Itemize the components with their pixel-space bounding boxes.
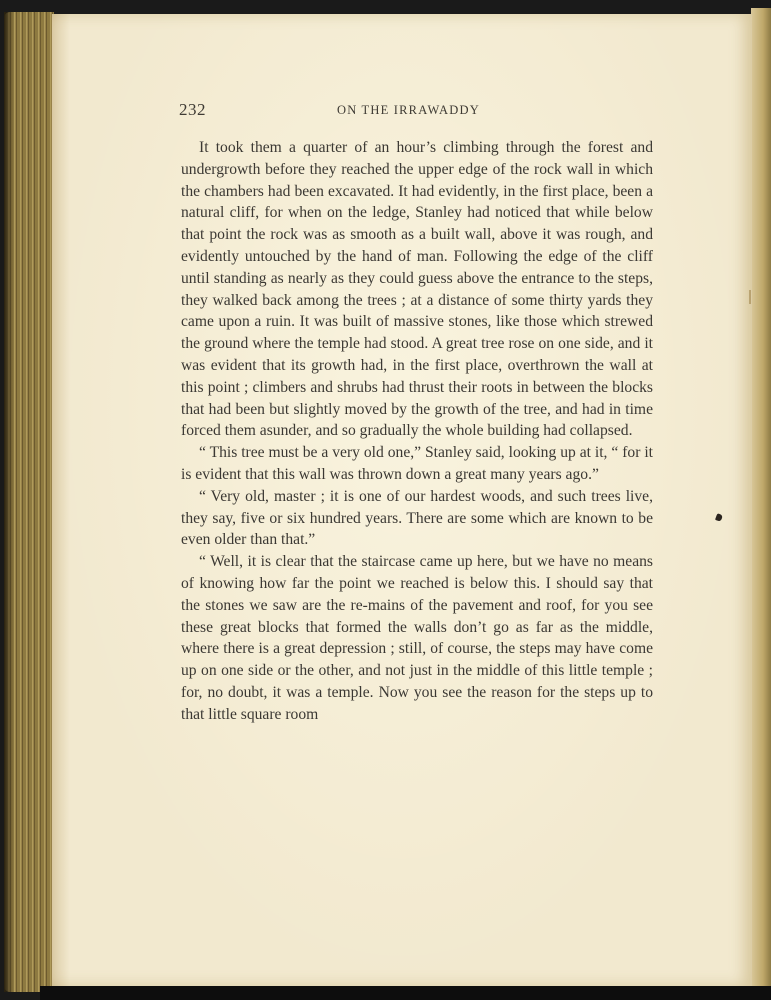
paragraph-1: It took them a quarter of an hour’s climbing through the forest and undergrowth before they reached the upper edge of the rock wall in which the chambers had been excavated. It had evidently, in the first place, been a natural cliff, for when on the ledge, Stanley had noticed that while below that point the rock was as smooth as a built wall, above it was rough, and evidently untouched by the hand of man. Following the edge of the cliff until standing as nearly as they could guess above the entrance to the steps, they walked back among the trees ; at a distance of some thirty yards they came upon a ruin. It was built of massive stones, like those which strewed the ground where the temple had stood. A great tree rose on one side, and it was evident that its growth had, in the first place, overthrown the wall at this point ; climbers and shrubs had thrust their roots in between the blocks that had been but slightly moved by the growth of the tree, and had in time forced them asunder, and so gradually the whole building had collapsed. <box>181 139 653 440</box>
facing-page-edge <box>751 8 771 993</box>
running-head <box>179 100 659 122</box>
paragraph-3: “ Very old, master ; it is one of our hardest woods, and such trees live, they say, five or six hundred years. There are some which are known to be even older than that.” <box>181 487 653 549</box>
bottom-shadow <box>40 986 771 1000</box>
margin-mark <box>749 290 751 304</box>
book-page-edges <box>4 12 54 992</box>
paragraph-2: “ This tree must be a very old one,” Stanley said, looking up at it, “ for it is evident that this wall was thrown down a great many years ago.” <box>181 444 653 483</box>
running-title: ON THE IRRAWADDY <box>337 103 480 117</box>
body-text <box>181 137 653 726</box>
page-number: 232 <box>179 100 206 119</box>
paragraph-4: “ Well, it is clear that the staircase came up here, but we have no means of knowing how far the point we reached is below this. I should say that the stones we saw are the re-mains of the pavement and roof, for you see these great blocks that formed the walls don’t go as far as the middle, where there is a great depression ; still, of course, the steps may have come up on one side or the other, and not just in the middle of this little temple ; for, no doubt, it was a temple. Now you see the reason for the steps up to that little square room <box>181 553 653 723</box>
